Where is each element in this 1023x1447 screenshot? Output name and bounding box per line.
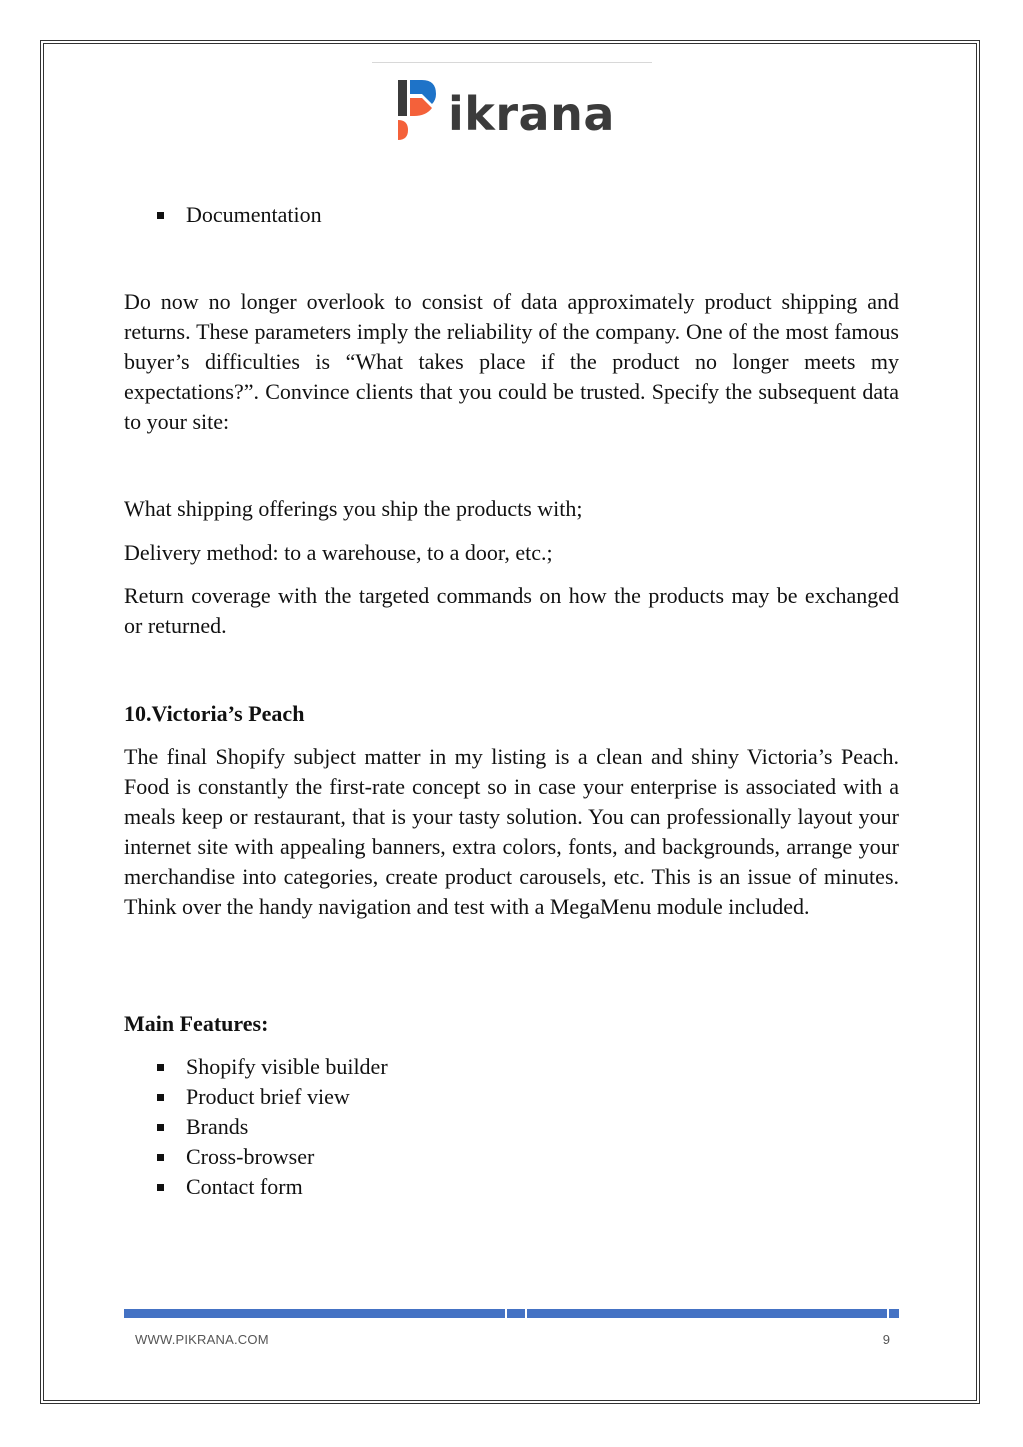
logo-wordmark: ikrana — [448, 87, 615, 141]
footer-bar-segment — [507, 1309, 525, 1318]
list-item: Documentation — [124, 200, 322, 230]
footer-bar-segment — [527, 1309, 887, 1318]
list-item: Product brief view — [124, 1082, 388, 1112]
features-list — [124, 1052, 388, 1202]
header-rule — [372, 62, 652, 63]
bullet-square-icon — [157, 1094, 164, 1101]
footer-website-link[interactable]: WWW.PIKRANA.COM — [135, 1332, 269, 1347]
bullet-square-icon — [157, 1064, 164, 1071]
bullet-square-icon — [157, 1184, 164, 1191]
section-body: The final Shopify subject matter in my listing is a clean and shiny Victoria’s Peach. Food is constantly the first-rate concept so in case your enterprise is associated with a meals keep or restaurant, that is your tasty solution. You can professionally layout your internet site with appealing banners, extra colors, fonts, and backgrounds, arrange your merchandise into categories, create product carousels, etc. This is an issue of minutes. Think over the handy navigation and test with a MegaMenu module included. — [124, 744, 899, 919]
intro-paragraph: Do now no longer overlook to consist of data approximately product shipping and returns. These parameters imply the reliability of the company. One of the most famous buyer’s difficulties is “What takes place if the product no longer meets my expectations?”. Convince clients that you could be trusted. Specify the subsequent data to your site: — [124, 289, 899, 434]
list-item: Shopify visible builder — [124, 1052, 388, 1082]
list-item: Brands — [124, 1112, 388, 1142]
logo-mark-icon — [396, 76, 446, 144]
page-number: 9 — [882, 1332, 890, 1347]
footer-bar-segment — [124, 1309, 505, 1318]
pikrana-logo — [396, 74, 615, 146]
bullet-square-icon — [157, 1124, 164, 1131]
features-heading: Main Features: — [124, 1011, 269, 1036]
data-line: Delivery method: to a warehouse, to a door, etc.; — [124, 540, 553, 565]
footer-bar-segment — [889, 1309, 899, 1318]
list-item: Contact form — [124, 1172, 388, 1202]
data-line: What shipping offerings you ship the products with; — [124, 496, 583, 521]
footer-bar — [124, 1309, 899, 1318]
bullet-square-icon — [157, 212, 164, 219]
section-heading: 10.Victoria’s Peach — [124, 701, 305, 726]
top-bullet-list — [124, 200, 322, 230]
data-line: Return coverage with the targeted commands on how the products may be exchanged or returned. — [124, 583, 899, 638]
list-item: Cross-browser — [124, 1142, 388, 1172]
bullet-square-icon — [157, 1154, 164, 1161]
